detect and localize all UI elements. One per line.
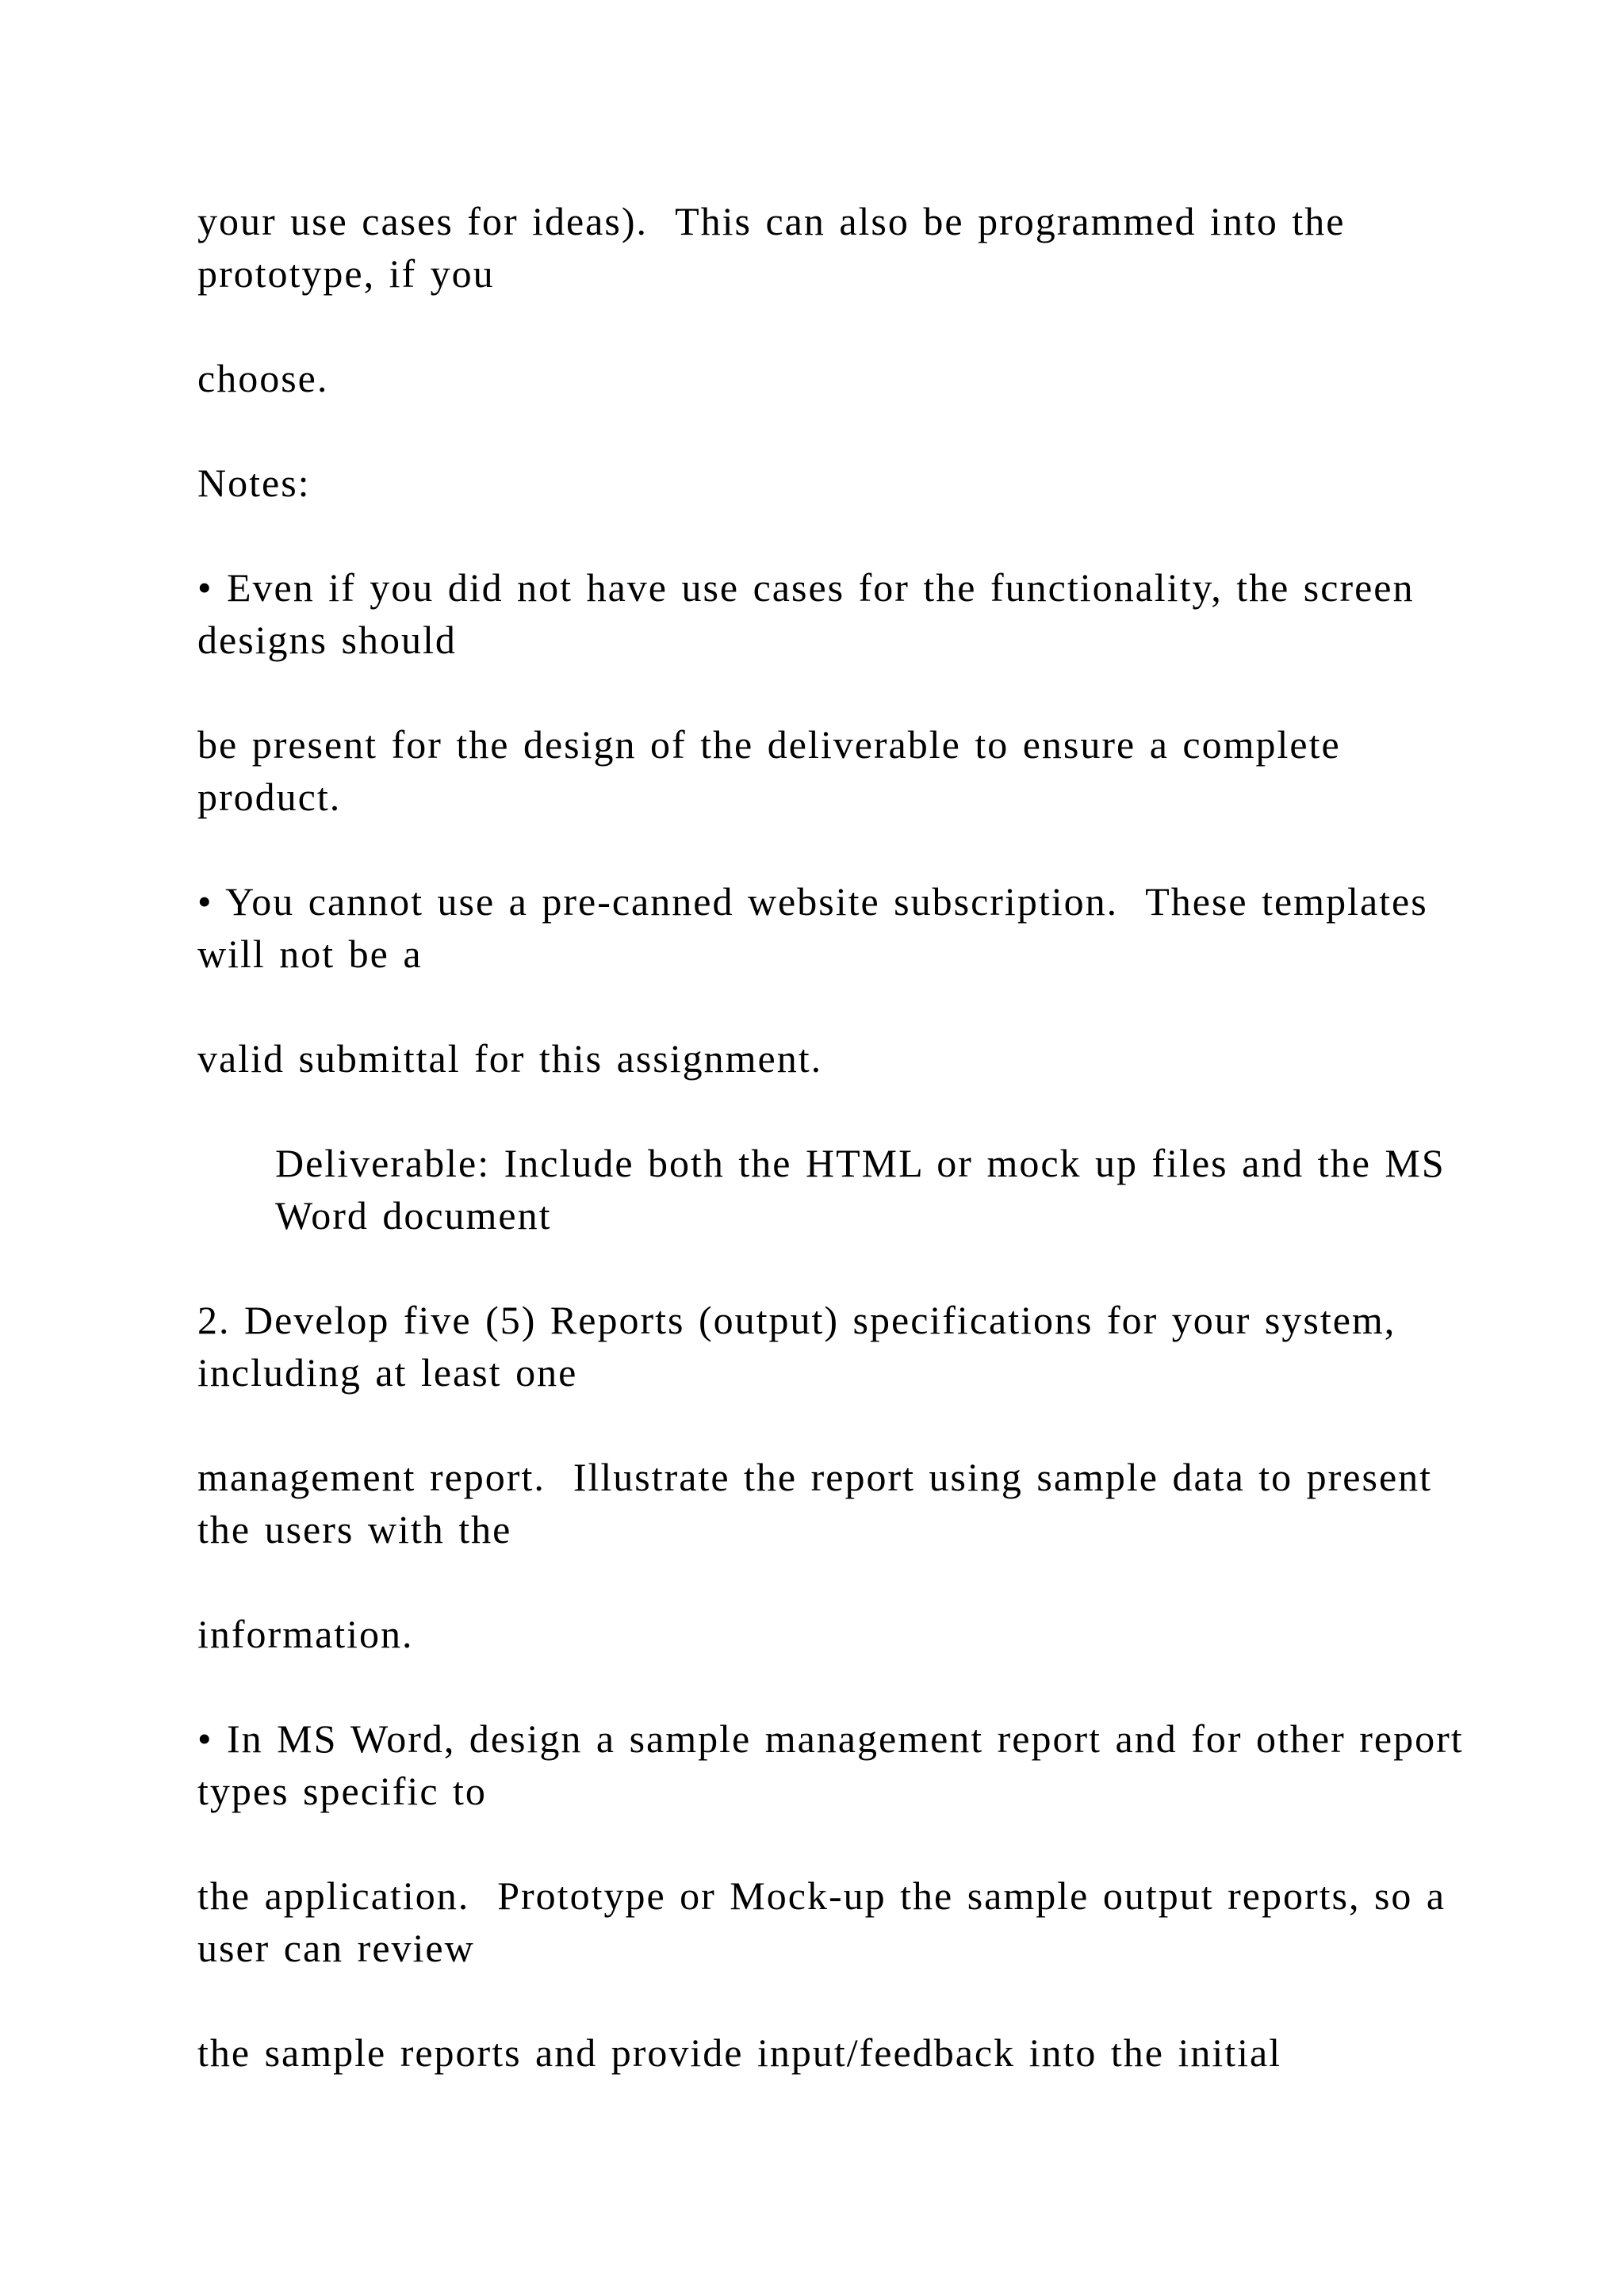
paragraph-sample-reports: the sample reports and provide input/feedback into the initial	[197, 2030, 1282, 2075]
item-develop-reports: 2. Develop five (5) Reports (output) specifications for your system, including at least one	[197, 1298, 1410, 1395]
paragraph-complete-product: be present for the design of the deliverable to ensure a complete product.	[197, 722, 1355, 819]
paragraph-information: information.	[197, 1612, 414, 1656]
paragraph-notes-heading: Notes:	[197, 461, 311, 505]
bullet-screen-designs: • Even if you did not have use cases for the functionality, the screen designs should	[197, 565, 1428, 662]
bullet-pre-canned-website: • You cannot use a pre-canned website subscription. These templates will not be a	[197, 879, 1442, 976]
paragraph-valid-submittal: valid submittal for this assignment.	[197, 1036, 823, 1081]
paragraph-prototype-mockup: the application. Prototype or Mock-up the sample output reports, so a user can review	[197, 1873, 1460, 1970]
document-body	[197, 195, 1482, 2131]
paragraph-deliverable: Deliverable: Include both the HTML or mock up files and the MS Word document	[275, 1141, 1459, 1238]
paragraph-use-cases: your use cases for ideas). This can also be programmed into the prototype, if you	[197, 199, 1359, 296]
paragraph-management-report: management report. Illustrate the report using sample data to present the users with the	[197, 1455, 1446, 1552]
paragraph-choose: choose.	[197, 356, 329, 400]
bullet-ms-word-design: • In MS Word, design a sample management report and for other report types specific to	[197, 1716, 1478, 1813]
